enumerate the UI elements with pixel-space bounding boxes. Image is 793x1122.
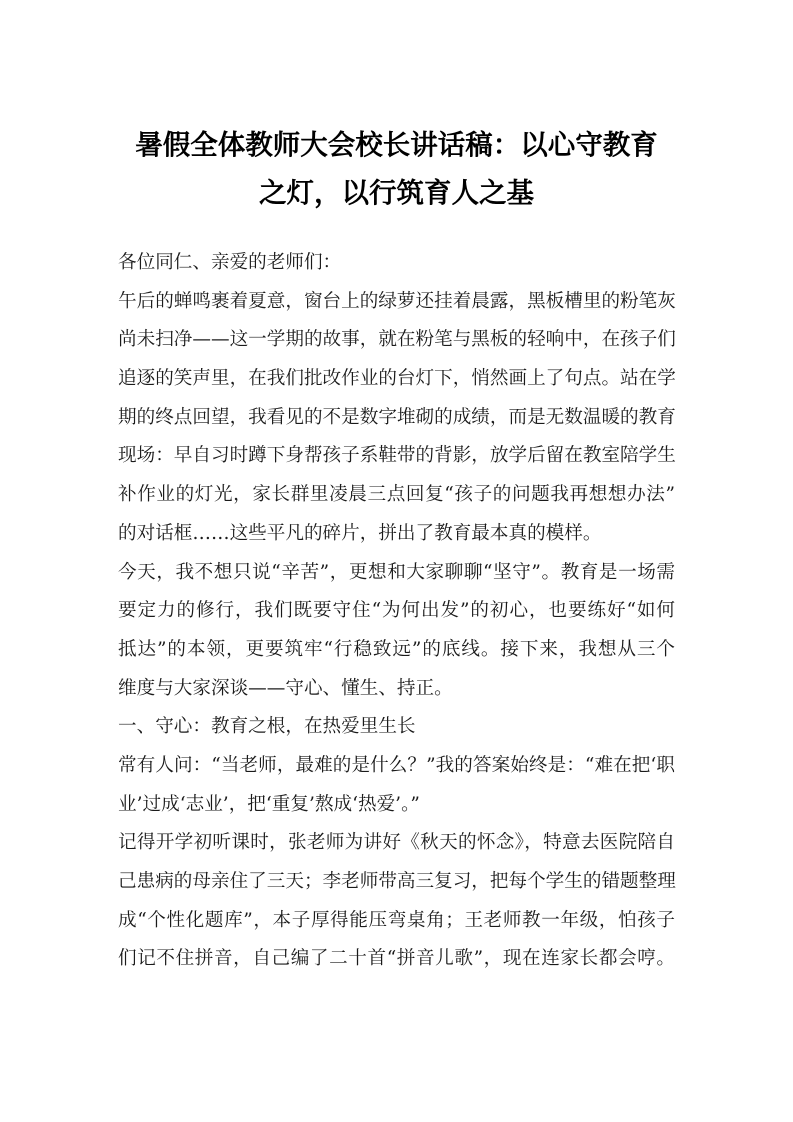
text-line: 午后的蝉鸣裹着夏意，窗台上的绿萝还挂着晨露，黑板槽里的粉笔灰: [118, 290, 676, 312]
text-line: 记得开学初听课时，张老师为讲好《秋天的怀念》，特意去医院陪自: [118, 832, 675, 854]
text-line: 己患病的母亲住了三天；李老师带高三复习，把每个学生的错题整理: [118, 871, 676, 892]
text-line: 的对话框……这些平凡的碎片，拼出了教育最本真的模样。: [118, 522, 602, 544]
text-line: 维度与大家深谈——守心、懂生、持正。: [118, 677, 453, 699]
text-line: 补作业的灯光，家长群里凌晨三点回复“孩子的问题我再想想办法”: [118, 484, 675, 506]
intro-paragraph: [118, 554, 675, 709]
text-line: 成“个性化题库”，本子厚得能压弯桌角；王老师教一年级，怕孩子: [118, 909, 675, 931]
document-title: [118, 121, 675, 217]
text-line: 追逐的笑声里，在我们批改作业的台灯下，悄然画上了句点。站在学: [118, 368, 676, 390]
section-heading-text: 一、守心：教育之根，在热爱里生长: [118, 716, 416, 738]
title-line-2: 之灯，以行筑育人之基: [259, 177, 534, 209]
section-heading-1: [118, 708, 675, 747]
text-line: 业’过成‘志业’，把‘重复’熬成‘热爱’。”: [118, 793, 420, 815]
title-line-1: 暑假全体教师大会校长讲话稿：以心守教育: [135, 129, 658, 161]
text-line: 们记不住拼音，自己编了二十首“拼音儿歌”，现在连家长都会哼。: [118, 948, 675, 970]
text-line: 常有人问：“当老师，最难的是什么？”我的答案始终是：“难在把‘职: [118, 754, 675, 776]
text-line: 各位同仁、亲爱的老师们：: [118, 252, 342, 273]
examples-paragraph: [118, 824, 675, 979]
text-line: 要定力的修行，我们既要守住“为何出发”的初心，也要练好“如何: [118, 600, 675, 622]
quote-paragraph: [118, 747, 675, 824]
document-body: [118, 244, 675, 979]
text-line: 期的终点回望，我看见的不是数字堆砌的成绩，而是无数温暖的教育: [118, 406, 676, 428]
text-line: 今天，我不想只说“辛苦”，更想和大家聊聊“坚守”。教育是一场需: [118, 561, 675, 583]
text-line: 抵达”的本领，更要筑牢“行稳致远”的底线。接下来，我想从三个: [118, 638, 675, 660]
opening-paragraph: [118, 283, 675, 554]
salutation-paragraph: [118, 244, 675, 283]
text-line: 现场：早自习时蹲下身帮孩子系鞋带的背影，放学后留在教室陪学生: [118, 445, 676, 467]
text-line: 尚未扫净——这一学期的故事，就在粉笔与黑板的轻响中，在孩子们: [118, 329, 676, 351]
